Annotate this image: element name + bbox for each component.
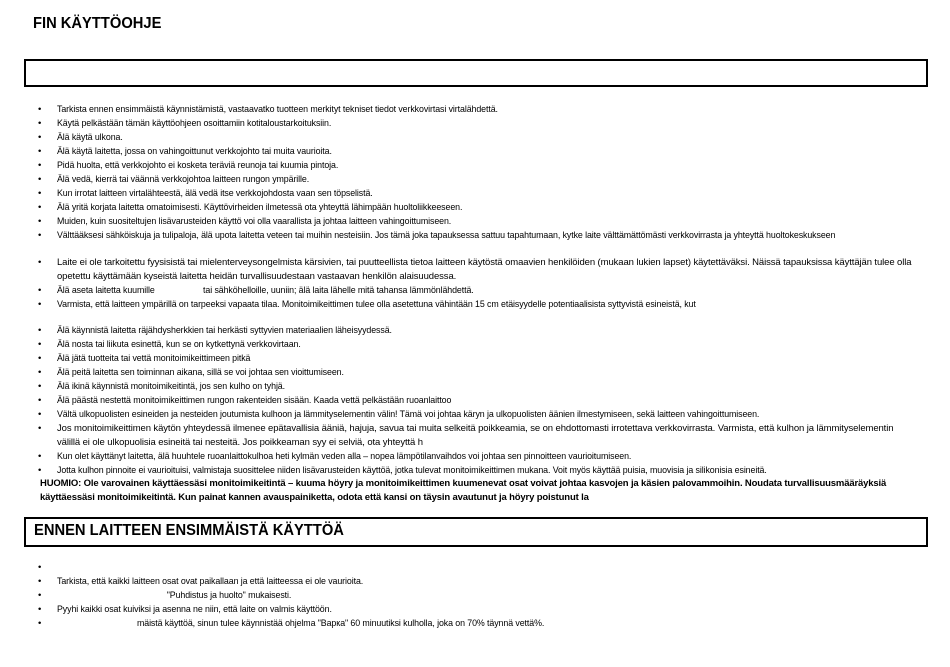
bullet: • bbox=[38, 409, 42, 420]
list-item: • Älä käytä ulkona. bbox=[38, 132, 123, 143]
bullet: • bbox=[38, 230, 42, 241]
list-item: • Laite ei ole tarkoitettu fyysisistä tai mielenterveysongelmista kärsivien, tai puutteellista tietoa laitteen käytöstä omaavien henkilöiden (mukaan lukien lapset) käytettäväksi. Näissä tapauksissa käyttäjän tulee olla opetettu käyttämään kyseistä laitetta heidän turvallisuudestaan vastaavan henkilön alaisuudessa. bbox=[38, 257, 912, 282]
bullet: • bbox=[38, 395, 42, 406]
list-item bbox=[0, 561, 950, 575]
bullet: • bbox=[38, 423, 42, 434]
list-item: • Älä käytä laitetta, jossa on vahingoittunut verkkojohto tai muita vaurioita. bbox=[38, 146, 332, 157]
safety-list-1 bbox=[0, 103, 950, 243]
warning-notice: HUOMIO: Ole varovainen käyttäessäsi monitoimikeitintä – kuuma höyry ja monitoimikeittimen kuumenevat osat voivat johtaa kasvojen ja käsien palovammoihin. Noudata turvallisuusmääräyksiä käyttäessäsi monitoimikeitintä. Kun painat kannen avauspainiketta, odota että kansi on täysin avautunut ja höyry poistunut la bbox=[40, 478, 887, 503]
list-item: • Tarkista ennen ensimmäistä käynnistämistä, vastaavatko tuotteen merkityt tekniset tiedot verkkovirtasi virtalähdettä. bbox=[38, 104, 498, 115]
safety-list-2 bbox=[0, 256, 950, 312]
list-item: • Tarkista, että kaikki laitteen osat ovat paikallaan ja että laitteessa ei ole vaurioita. bbox=[38, 576, 364, 587]
bullet: • bbox=[38, 339, 42, 350]
page-title: FIN KÄYTTÖOHJE bbox=[33, 15, 162, 32]
list-item: • Älä käynnistä laitetta räjähdysherkkien tai herkästi syttyvien materiaalien läheisyydessä. bbox=[38, 325, 392, 336]
list-item: • "Puhdistus ja huolto" mukaisesti. bbox=[38, 590, 292, 601]
list-item: • Kun irrotat laitteen virtalähteestä, älä vedä itse verkkojohdosta vaan sen töpselistä. bbox=[38, 188, 373, 199]
bullet: • bbox=[38, 216, 42, 227]
list-item: • Älä aseta laitetta kuumille tai sähköhelloille, uuniin; älä laita lähelle mitä tahansa lämmönlähdettä. bbox=[38, 285, 474, 296]
list-item: • Älä jätä tuotteita tai vettä monitoimikeittimeen pitkä bbox=[38, 353, 251, 364]
list-item: • Pyyhi kaikki osat kuiviksi ja asenna ne niin, että laite on valmis käyttöön. bbox=[38, 604, 332, 615]
list-item: • Älä vedä, kierrä tai väännä verkkojohtoa laitteen rungon ympärille. bbox=[38, 174, 310, 185]
bullet: • bbox=[38, 562, 42, 573]
list-item: • Jos monitoimikeittimen käytön yhteydessä ilmenee epätavallisia ääniä, hajuja, savua tai muita selkeitä poikkeamia, se on ehdottomasti irrotettava verkkovirrasta. Varmista, että kulhon ja lämmityselementin välillä ei ole ulkopuolisia esineitä tai nesteitä. Jos poikkeaman syy ei selviä, ota yhteyttä h bbox=[38, 423, 894, 448]
bullet: • bbox=[38, 353, 42, 364]
bullet: • bbox=[38, 202, 42, 213]
bullet: • bbox=[38, 146, 42, 157]
bullet: • bbox=[38, 590, 42, 601]
list-item: • Älä päästä nestettä monitoimikeittimen rungon rakenteiden sisään. Kaada vettä pelkästään ruoanlaittoo bbox=[38, 395, 452, 406]
bullet: • bbox=[38, 118, 42, 129]
bullet: • bbox=[38, 576, 42, 587]
list-item: • Käytä pelkästään tämän käyttöohjeen osoittamiin kotitaloustarkoituksiin. bbox=[38, 118, 332, 129]
bullet: • bbox=[38, 367, 42, 378]
list-item: • Jotta kulhon pinnoite ei vaurioituisi, valmistaja suosittelee niiden lisävarusteiden käyttöä, jotka tulevat monitoimikeittimen mukana. Voit myös käyttää puisia, muovisia ja silikonisia esineitä. bbox=[38, 465, 767, 476]
section-header-box bbox=[24, 517, 928, 547]
bullet: • bbox=[38, 465, 42, 476]
bullet: • bbox=[38, 381, 42, 392]
bullet: • bbox=[38, 604, 42, 615]
list-item: • Muiden, kuin suositeltujen lisävarusteiden käyttö voi olla vaarallista ja johtaa laitteen vahingoittumiseen. bbox=[38, 216, 452, 227]
section-title: ENNEN LAITTEEN ENSIMMÄISTÄ KÄYTTÖÄ bbox=[34, 522, 344, 539]
bullet: • bbox=[38, 618, 42, 629]
safety-list-3 bbox=[0, 324, 950, 478]
bullet: • bbox=[38, 451, 42, 462]
first-use-list bbox=[0, 561, 950, 631]
bullet: • bbox=[38, 257, 42, 268]
bullet: • bbox=[38, 325, 42, 336]
list-item: • Varmista, että laitteen ympärillä on tarpeeksi vapaata tilaa. Monitoimikeittimen tulee olla asetettuna vähintään 15 cm etäisyydelle potentiaalisista syttyvistä esineistä, kut bbox=[38, 299, 696, 310]
empty-header-box bbox=[24, 59, 928, 87]
bullet: • bbox=[38, 188, 42, 199]
list-item: • Älä peitä laitetta sen toiminnan aikana, sillä se voi johtaa sen vioittumiseen. bbox=[38, 367, 344, 378]
bullet: • bbox=[38, 132, 42, 143]
list-item: • Vältä ulkopuolisten esineiden ja nesteiden joutumista kulhoon ja lämmityselementin välin! Tämä voi johtaa käryn ja ulkopuolisten äänien ilmestymiseen, sekä laitteen vahingoittumiseen. bbox=[38, 409, 760, 420]
bullet: • bbox=[38, 285, 42, 296]
list-item: • Älä nosta tai liikuta esinettä, kun se on kytkettynä verkkovirtaan. bbox=[38, 339, 301, 350]
list-item: • mäistä käyttöä, sinun tulee käynnistää ohjelma "Варка" 60 minuutiksi kulholla, joka on 70% täynnä vettä%. bbox=[38, 618, 545, 629]
bullet: • bbox=[38, 104, 42, 115]
list-item: • Kun olet käyttänyt laitetta, älä huuhtele ruoanlaittokulhoa heti kylmän veden alla – nopea lämpötilanvaihdos voi johtaa sen pinnoitteen vaurioitumiseen. bbox=[38, 451, 632, 462]
bullet: • bbox=[38, 174, 42, 185]
list-item: • Välttääksesi sähköiskuja ja tulipaloja, älä upota laitetta veteen tai muihin nesteisiin. Jos tämä joka tapauksessa sattuu tapahtumaan, kytke laite välttämättömästi verkkovirrasta ja yhteyttä huoltokeskukseen bbox=[38, 230, 836, 241]
list-item: • Älä ikinä käynnistä monitoimikeitintä, jos sen kulho on tyhjä. bbox=[38, 381, 285, 392]
bullet: • bbox=[38, 160, 42, 171]
list-item: • Pidä huolta, että verkkojohto ei kosketa teräviä reunoja tai kuumia pintoja. bbox=[38, 160, 339, 171]
bullet: • bbox=[38, 299, 42, 310]
list-item: • Älä yritä korjata laitetta omatoimisesti. Käyttövirheiden ilmetessä ota yhteyttä lähimpään huoltoliikkeeseen. bbox=[38, 202, 463, 213]
